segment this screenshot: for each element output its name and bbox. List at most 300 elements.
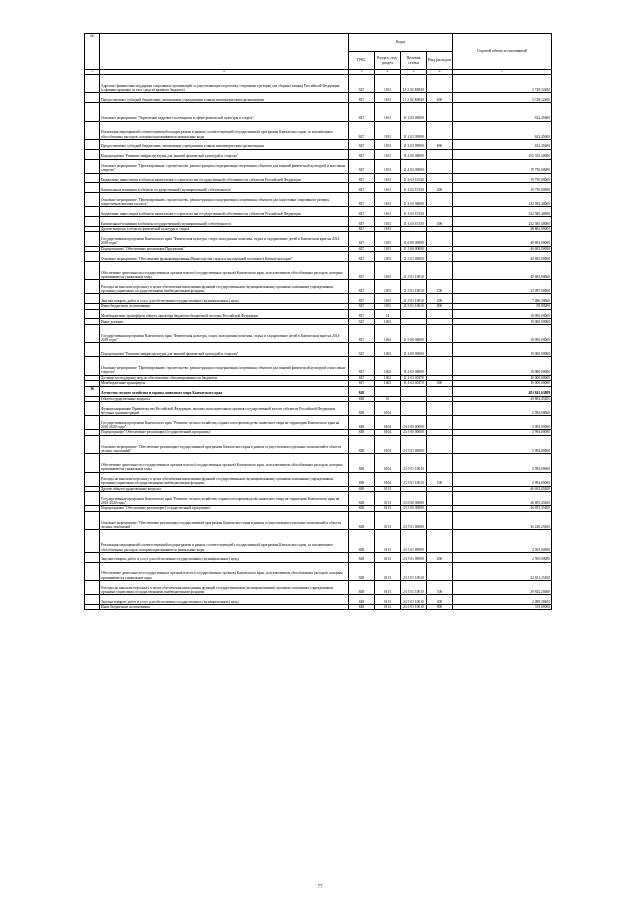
- row-target-cell: 11 3 01 10010: [401, 294, 427, 304]
- row-vid-cell: [427, 454, 453, 472]
- row-grbs-cell: 847: [349, 246, 375, 252]
- row-name-cell: Иные бюджетные ассигнования: [100, 604, 349, 610]
- row-name-cell: Обеспечение деятельности государственных органов власти (государственных органов) Камчатского края, за исключением обособленных расходов, которым присваиваются уникальные коды: [100, 261, 349, 279]
- row-sum-cell: 49 683,45400: [453, 396, 552, 402]
- row-grbs-cell: 847: [349, 304, 375, 310]
- row-name-cell: Адресное финансовая поддержка спортивных организаций, осуществляющих подготовку спортивного резерва для сборных команд Российской Федерации (софинансирование за счет средств краевого бюджета): [100, 75, 349, 93]
- row-razdel-cell: 1402: [375, 375, 401, 381]
- row-sum-cell: 40 683,90000: [453, 226, 552, 232]
- row-vid-cell: 100: [427, 581, 453, 595]
- row-number-cell: [85, 492, 100, 506]
- row-number-cell: [85, 252, 100, 262]
- row-name-cell: Государственная программа Камчатского края "Развитие лесного хозяйства, охрана и воспроизводство животного мира на территории Камчатского края на 2016-2020 годы": [100, 416, 349, 430]
- row-grbs-cell: 848: [349, 581, 375, 595]
- row-razdel-cell: 1103: [375, 149, 401, 159]
- table-row: [85, 386, 552, 396]
- table-row: [85, 75, 552, 93]
- row-vid-cell: [427, 416, 453, 430]
- row-razdel-cell: 14: [375, 309, 401, 319]
- row-target-cell: [401, 309, 427, 319]
- row-name-cell: Предоставление субсидий бюджетным, автономным учреждениям и иным некоммерческим организациям: [100, 139, 349, 149]
- row-vid-cell: 400: [427, 217, 453, 227]
- row-name-cell: Основное мероприятие "Обеспечение реализации государственной программы Камчатского края в рамках осуществления отдельных полномочий в области лесных отношений": [100, 435, 349, 453]
- table-row: [85, 193, 552, 207]
- page-number: 77: [317, 885, 323, 890]
- row-razdel-cell: 0104: [375, 454, 401, 472]
- row-vid-cell: [427, 562, 453, 580]
- row-razdel-cell: 0113: [375, 595, 401, 605]
- table-row: [85, 159, 552, 173]
- row-razdel-cell: 0113: [375, 562, 401, 580]
- row-name-cell: Общегосударственные вопросы: [100, 396, 349, 402]
- row-grbs-cell: 847: [349, 261, 375, 279]
- table-row: [85, 324, 552, 342]
- row-vid-cell: [427, 193, 453, 207]
- table-row: [85, 357, 552, 375]
- row-grbs-cell: 848: [349, 511, 375, 529]
- row-grbs-cell: 847: [349, 375, 375, 381]
- row-vid-cell: 200: [427, 595, 453, 605]
- row-number-cell: [85, 232, 100, 246]
- row-vid-cell: [427, 261, 453, 279]
- row-target-cell: 11 4 02 10130: [401, 173, 427, 183]
- row-name-cell: Межбюджетные трансферты общего характера бюджетам бюджетной системы Российской Федерации: [100, 309, 349, 319]
- row-grbs-cell: 847: [349, 149, 375, 159]
- row-number-cell: [85, 472, 100, 486]
- row-target-cell: 11 4 02 10130: [401, 183, 427, 193]
- row-name-cell: Иные бюджетные ассигнования: [100, 304, 349, 310]
- row-target-cell: [401, 402, 427, 416]
- row-grbs-cell: 848: [349, 604, 375, 610]
- row-vid-cell: 800: [427, 304, 453, 310]
- row-vid-cell: [427, 324, 453, 342]
- row-razdel-cell: 0113: [375, 492, 401, 506]
- table-row: [85, 121, 552, 139]
- table-row: [85, 454, 552, 472]
- table-row: [85, 511, 552, 529]
- row-vid-cell: [427, 173, 453, 183]
- row-target-cell: 11 4 03 10130: [401, 217, 427, 227]
- row-vid-cell: [427, 402, 453, 416]
- row-grbs-cell: 847: [349, 103, 375, 121]
- row-vid-cell: 200: [427, 294, 453, 304]
- row-grbs-cell: 848: [349, 454, 375, 472]
- row-name-cell: Дотации на поддержку мер по обеспечению сбалансированности бюджетов: [100, 375, 349, 381]
- row-sum-cell: 46 693,45400: [453, 492, 552, 506]
- table-row: [85, 562, 552, 580]
- row-grbs-cell: 847: [349, 159, 375, 173]
- row-grbs-cell: 847: [349, 207, 375, 217]
- row-number-cell: [85, 435, 100, 453]
- row-razdel-cell: 1103: [375, 93, 401, 103]
- row-number-cell: [85, 552, 100, 562]
- row-number-cell: [85, 149, 100, 159]
- row-number-cell: [85, 454, 100, 472]
- row-vid-cell: [427, 121, 453, 139]
- row-number-cell: [85, 530, 100, 553]
- row-target-cell: 23 5 01 10010: [401, 472, 427, 486]
- row-razdel-cell: 1105: [375, 261, 401, 279]
- row-sum-cell: 10 000,00000: [453, 375, 552, 381]
- row-sum-cell: 2 595,00000: [453, 530, 552, 553]
- row-name-cell: Межбюджетные трансферты: [100, 381, 349, 387]
- row-sum-cell: 232 585,40000: [453, 207, 552, 217]
- row-razdel-cell: 0104: [375, 430, 401, 436]
- row-sum-cell: 40 683,90000: [453, 252, 552, 262]
- row-target-cell: 11 4 02 40370: [401, 381, 427, 387]
- row-razdel-cell: 1402: [375, 343, 401, 357]
- row-vid-cell: 600: [427, 93, 453, 103]
- row-name-cell: Агентство лесного хозяйства и охраны животного мира Камчатского края: [100, 386, 349, 396]
- row-grbs-cell: 848: [349, 506, 375, 512]
- table-row: [85, 309, 552, 319]
- row-sum-cell: 19 750,00000: [453, 173, 552, 183]
- row-name-cell: Государственная программа Камчатского края "Физическая культура, спорт, молодежная политика, отдых и оздоровление детей в Камчатском крае на 2014-2018 годы": [100, 232, 349, 246]
- row-grbs-cell: 847: [349, 309, 375, 319]
- row-sum-cell: 10 000,00000: [453, 381, 552, 387]
- row-name-cell: Государственная программа Камчатского края "Развитие лесного хозяйства, охрана и воспроизводство животного мира на территории Камчатского края на 2016-2020 годы": [100, 492, 349, 506]
- row-grbs-cell: 848: [349, 396, 375, 402]
- row-sum-cell: 40 683,90000: [453, 232, 552, 246]
- row-grbs-cell: 848: [349, 472, 375, 486]
- row-sum-cell: 10 000,00000: [453, 324, 552, 342]
- row-razdel-cell: 1105: [375, 232, 401, 246]
- row-target-cell: 11 4 03 00000: [401, 193, 427, 207]
- row-target-cell: 11 3 01 10010: [401, 261, 427, 279]
- row-name-cell: Основное мероприятие "Проектирование, строительство, реконструкция и модернизация спортивных объектов для занятий физической культурой и массовым спортом": [100, 357, 349, 375]
- table-row: [85, 604, 552, 610]
- row-grbs-cell: 848: [349, 430, 375, 436]
- row-number-cell: [85, 207, 100, 217]
- row-target-cell: 23 5 01 10010: [401, 562, 427, 580]
- row-name-cell: Предоставление субсидий бюджетным, автономным учреждениям и иным некоммерческим организациям: [100, 93, 349, 103]
- row-sum-cell: 29 842,25000: [453, 581, 552, 595]
- row-vid-cell: [427, 492, 453, 506]
- row-vid-cell: 400: [427, 183, 453, 193]
- row-name-cell: Подпрограмма "Обеспечение реализации Государственной программы": [100, 506, 349, 512]
- row-target-cell: 11 2 03 00000: [401, 103, 427, 121]
- header-target: Целевая статья: [401, 52, 427, 70]
- row-vid-cell: [427, 252, 453, 262]
- row-sum-cell: 2 994,00000: [453, 402, 552, 416]
- row-name-cell: Расходы на выплаты персоналу в целях обеспечения выполнения функций государственными (муниципальными) органами, казенными учреждениями, органами управления государственными внебюджетными фондами: [100, 581, 349, 595]
- row-sum-cell: 2 595,00000: [453, 552, 552, 562]
- row-name-cell: Основное мероприятие "Проектирование, строительство, реконструкция и модернизация спортивных объектов для подготовки спортивного резерва, спортсменов высокого класса": [100, 193, 349, 207]
- row-grbs-cell: 848: [349, 492, 375, 506]
- row-razdel-cell: 1103: [375, 121, 401, 139]
- row-grbs-cell: 847: [349, 226, 375, 232]
- row-razdel-cell: 1402: [375, 324, 401, 342]
- budget-document: [84, 33, 552, 610]
- row-number-cell: [85, 357, 100, 375]
- row-vid-cell: 800: [427, 604, 453, 610]
- row-sum-cell: 232 585,40000: [453, 217, 552, 227]
- row-name-cell: Подпрограмма "Обеспечение реализации Программы": [100, 246, 349, 252]
- row-sum-cell: 33 097,30000: [453, 280, 552, 294]
- row-number-cell: [85, 75, 100, 93]
- row-target-cell: 11 4 02 00000: [401, 357, 427, 375]
- row-grbs-cell: 848: [349, 386, 375, 396]
- row-grbs-cell: 847: [349, 324, 375, 342]
- row-grbs-cell: 848: [349, 562, 375, 580]
- row-sum-cell: 99,90000: [453, 304, 552, 310]
- row-grbs-cell: 847: [349, 343, 375, 357]
- row-name-cell: Реализация мероприятий соответствующей подпрограммы в рамках соответствующей государственной программы Камчатского края, за исключением обособленных расходов, которым присваиваются уникальные коды: [100, 121, 349, 139]
- row-grbs-cell: 847: [349, 252, 375, 262]
- row-razdel-cell: 1105: [375, 280, 401, 294]
- row-number-cell: [85, 595, 100, 605]
- row-sum-cell: 40 683,90000: [453, 261, 552, 279]
- row-target-cell: 23 5 00 00000: [401, 506, 427, 512]
- row-razdel-cell: 1103: [375, 217, 401, 227]
- row-razdel-cell: 0113: [375, 581, 401, 595]
- row-name-cell: Основное мероприятие "Проектирование, строительство, реконструкция и модернизация спортивных объектов для занятий физической культурой и массовым спортом": [100, 159, 349, 173]
- row-sum-cell: 46 693,45400: [453, 486, 552, 492]
- row-sum-cell: 632,45600: [453, 139, 552, 149]
- header-sum: Годовой объем ассигнований: [453, 34, 552, 70]
- table-row: [85, 217, 552, 227]
- row-grbs-cell: 847: [349, 294, 375, 304]
- table-row: [85, 183, 552, 193]
- row-sum-cell: 46 693,45400: [453, 506, 552, 512]
- table-row: [85, 252, 552, 262]
- header-razdel: Раздел, под-раздел: [375, 52, 401, 70]
- row-razdel-cell: 0113: [375, 511, 401, 529]
- row-number-cell: [85, 103, 100, 121]
- row-razdel-cell: 1103: [375, 173, 401, 183]
- row-name-cell: Основное мероприятие "Обеспечение реализации государственной программы Камчатского края в рамках осуществления отдельных полномочий в области лесных отношений": [100, 511, 349, 529]
- header-num: №: [85, 34, 100, 70]
- header-name: [100, 34, 349, 70]
- row-razdel-cell: 1103: [375, 75, 401, 93]
- table-row: [85, 472, 552, 486]
- row-target-cell: 11 4 03 10130: [401, 207, 427, 217]
- row-target-cell: 23 5 01 00000: [401, 435, 427, 453]
- row-target-cell: 23 5 01 10010: [401, 595, 427, 605]
- row-razdel-cell: 1402: [375, 357, 401, 375]
- row-target-cell: 23 0 00 00000: [401, 492, 427, 506]
- row-target-cell: 23 5 01 10010: [401, 604, 427, 610]
- index-cell: 5: [401, 70, 427, 75]
- row-target-cell: 23 5 00 00000: [401, 430, 427, 436]
- row-name-cell: Обеспечение деятельности государственных органов власти (государственных органов) Камчатского края, за исключением обособленных расходов, которым присваиваются уникальные коды: [100, 454, 349, 472]
- row-sum-cell: 232 585,40000: [453, 193, 552, 207]
- row-vid-cell: [427, 159, 453, 173]
- row-name-cell: Подпрограмма "Развитие инфраструктуры для занятий физической культурой и спортом": [100, 343, 349, 357]
- row-target-cell: 23 0 00 00000: [401, 416, 427, 430]
- index-cell: 6: [427, 70, 453, 75]
- row-name-cell: Функционирование Правительства Российской Федерации, высших исполнительных органов государственной власти субъектов Российской Федерации, местных администраций: [100, 402, 349, 416]
- table-row: [85, 343, 552, 357]
- row-razdel-cell: 01: [375, 396, 401, 402]
- row-vid-cell: [427, 103, 453, 121]
- table-row: [85, 280, 552, 294]
- row-sum-cell: 632,45600: [453, 103, 552, 121]
- table-row: [85, 294, 552, 304]
- index-cell: 4: [375, 70, 401, 75]
- row-grbs-cell: 847: [349, 381, 375, 387]
- row-sum-cell: 10 000,00000: [453, 343, 552, 357]
- row-number-cell: [85, 217, 100, 227]
- row-vid-cell: 100: [427, 472, 453, 486]
- row-sum-cell: 3 728,32400: [453, 75, 552, 93]
- row-name-cell: Государственная программа Камчатского края "Физическая культура, спорт, молодежная политика, отдых и оздоровление детей в Камчатском крае на 2014-2018 годы": [100, 324, 349, 342]
- header-codes: Коды: [349, 34, 453, 52]
- index-cell: 3: [349, 70, 375, 75]
- header-grbs: ГРБС: [349, 52, 375, 70]
- index-cell: 7: [453, 70, 552, 75]
- row-grbs-cell: 848: [349, 402, 375, 416]
- row-sum-cell: 32 651,25400: [453, 562, 552, 580]
- row-grbs-cell: 848: [349, 416, 375, 430]
- row-name-cell: Иные дотации: [100, 319, 349, 325]
- row-name-cell: Закупка товаров, работ и услуг для обеспечения государственных (муниципальных) нужд: [100, 552, 349, 562]
- row-vid-cell: 100: [427, 280, 453, 294]
- row-name-cell: Основное мероприятие "Обеспечение функционирования Министерства спорта и молодежной политики в Камчатском крае": [100, 252, 349, 262]
- row-name-cell: Другие общегосударственные вопросы: [100, 486, 349, 492]
- row-grbs-cell: 847: [349, 217, 375, 227]
- row-sum-cell: 7 486,30000: [453, 294, 552, 304]
- row-razdel-cell: [375, 386, 401, 396]
- row-number-cell: [85, 309, 100, 319]
- row-number-cell: [85, 139, 100, 149]
- row-target-cell: 11 3 01 10010: [401, 304, 427, 310]
- row-vid-cell: [427, 207, 453, 217]
- row-target-cell: 23 5 01 10010: [401, 454, 427, 472]
- row-target-cell: 11 4 00 00000: [401, 149, 427, 159]
- row-vid-cell: [427, 343, 453, 357]
- table-body: [85, 75, 552, 610]
- row-grbs-cell: 848: [349, 552, 375, 562]
- row-razdel-cell: 1103: [375, 207, 401, 217]
- row-grbs-cell: 847: [349, 183, 375, 193]
- row-name-cell: Другие вопросы в области физической культуры и спорта: [100, 226, 349, 232]
- row-number-cell: [85, 280, 100, 294]
- row-target-cell: 23 5 01 09990: [401, 530, 427, 553]
- row-razdel-cell: 1105: [375, 294, 401, 304]
- index-cell: 1: [85, 70, 100, 75]
- row-target-cell: 11 0 00 00000: [401, 324, 427, 342]
- row-name-cell: Обеспечение деятельности государственных органов власти (государственных органов) Камчатского края, за исключением обособленных расходов, которым присваиваются уникальные коды: [100, 562, 349, 580]
- row-sum-cell: 483 845,63889: [453, 386, 552, 396]
- row-vid-cell: 200: [427, 552, 453, 562]
- row-name-cell: Подпрограмма "Развитие инфраструктуры для занятий физической культурой и спортом": [100, 149, 349, 159]
- row-razdel-cell: 1103: [375, 159, 401, 173]
- row-sum-cell: 10 000,00000: [453, 319, 552, 325]
- row-sum-cell: 632,45600: [453, 121, 552, 139]
- row-vid-cell: [427, 511, 453, 529]
- row-razdel-cell: 1402: [375, 381, 401, 387]
- row-target-cell: 11 2 02 R0810: [401, 93, 427, 103]
- row-razdel-cell: 0113: [375, 506, 401, 512]
- row-razdel-cell: 1103: [375, 193, 401, 207]
- table-row: [85, 552, 552, 562]
- table-row: [85, 402, 552, 416]
- row-sum-cell: 319,69000: [453, 604, 552, 610]
- row-number-cell: [85, 294, 100, 304]
- row-name-cell: Закупка товаров, работ и услуг для обеспечения государственных (муниципальных) нужд: [100, 595, 349, 605]
- row-razdel-cell: 1402: [375, 319, 401, 325]
- row-grbs-cell: 848: [349, 486, 375, 492]
- row-target-cell: 11 2 03 09990: [401, 121, 427, 139]
- row-grbs-cell: 847: [349, 357, 375, 375]
- row-name-cell: Закупка товаров, работ и услуг для обеспечения государственных (муниципальных) нужд: [100, 294, 349, 304]
- row-grbs-cell: 847: [349, 121, 375, 139]
- row-target-cell: 23 5 01 09990: [401, 552, 427, 562]
- row-number-cell: [85, 183, 100, 193]
- row-number-cell: [85, 324, 100, 342]
- row-vid-cell: [427, 149, 453, 159]
- row-razdel-cell: 0104: [375, 416, 401, 430]
- table-row: [85, 435, 552, 453]
- row-sum-cell: 10 000,00000: [453, 309, 552, 319]
- table-row: [85, 103, 552, 121]
- row-razdel-cell: 0104: [375, 472, 401, 486]
- row-grbs-cell: 847: [349, 232, 375, 246]
- row-vid-cell: [427, 309, 453, 319]
- table-row: [85, 261, 552, 279]
- row-sum-cell: 2 994,00000: [453, 430, 552, 436]
- row-name-cell: Реализация мероприятий соответствующей подпрограммы в рамках соответствующей государственной программы Камчатского края, за исключением обособленных расходов, которым присваиваются уникальные коды: [100, 530, 349, 553]
- row-target-cell: 11 0 00 00000: [401, 232, 427, 246]
- row-razdel-cell: 1105: [375, 246, 401, 252]
- row-razdel-cell: 0113: [375, 530, 401, 553]
- row-vid-cell: 600: [427, 139, 453, 149]
- row-razdel-cell: 0104: [375, 435, 401, 453]
- row-target-cell: 23 5 01 00000: [401, 511, 427, 529]
- row-vid-cell: [427, 75, 453, 93]
- row-grbs-cell: 847: [349, 193, 375, 207]
- budget-table: [84, 33, 552, 610]
- table-row: [85, 207, 552, 217]
- table-row: [85, 595, 552, 605]
- row-number-cell: [85, 343, 100, 357]
- row-target-cell: 11 3 01 10010: [401, 280, 427, 294]
- row-razdel-cell: 1105: [375, 252, 401, 262]
- row-number-cell: 36: [85, 386, 100, 396]
- row-razdel-cell: 1105: [375, 226, 401, 232]
- header-vid: Вид расходов: [427, 52, 453, 70]
- table-row: [85, 93, 552, 103]
- row-target-cell: 11 3 00 00000: [401, 246, 427, 252]
- row-sum-cell: 2 994,00000: [453, 472, 552, 486]
- row-name-cell: Капитальные вложения в объекты государственной (муниципальной) собственности: [100, 217, 349, 227]
- row-name-cell: Бюджетные инвестиции в объекты капитального строительства государственной собственности субъектов Российской Федерации: [100, 207, 349, 217]
- row-target-cell: 11 4 02 00000: [401, 159, 427, 173]
- row-razdel-cell: 0113: [375, 486, 401, 492]
- row-number-cell: [85, 604, 100, 610]
- row-sum-cell: 3 728,32400: [453, 93, 552, 103]
- table-row: [85, 232, 552, 246]
- row-sum-cell: 2 994,00000: [453, 416, 552, 430]
- row-sum-cell: 252 335,40000: [453, 149, 552, 159]
- row-vid-cell: [427, 386, 453, 396]
- row-vid-cell: 500: [427, 381, 453, 387]
- row-grbs-cell: 847: [349, 139, 375, 149]
- row-number-cell: [85, 159, 100, 173]
- table-row: [85, 530, 552, 553]
- row-number-cell: [85, 261, 100, 279]
- row-number-cell: [85, 562, 100, 580]
- row-grbs-cell: 847: [349, 280, 375, 294]
- row-grbs-cell: 848: [349, 595, 375, 605]
- row-name-cell: Основное мероприятие "Укрепление кадрового потенциала в сфере физической культуры и спорта": [100, 103, 349, 121]
- table-row: [85, 139, 552, 149]
- table-row: [85, 416, 552, 430]
- row-grbs-cell: 847: [349, 319, 375, 325]
- row-grbs-cell: 847: [349, 173, 375, 183]
- row-name-cell: Расходы на выплаты персоналу в целях обеспечения выполнения функций государственными (муниципальными) органами, казенными учреждениями, органами управления государственными внебюджетными фондами: [100, 472, 349, 486]
